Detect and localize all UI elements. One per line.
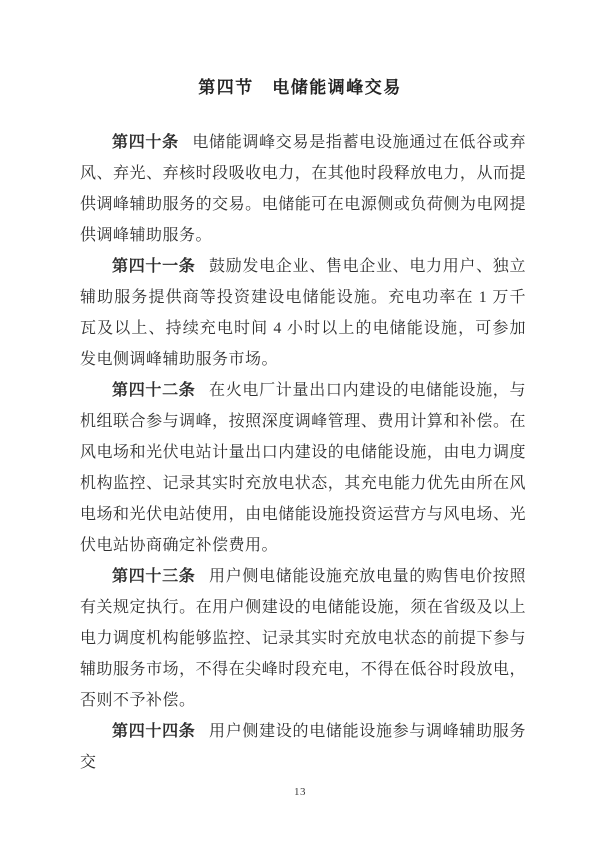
document-body — [80, 127, 526, 778]
article-41-text: 鼓励发电企业、售电企业、电力用户、独立辅助服务提供商等投资建设电储能设施。充电功率在 1 万千瓦及以上、持续充电时间 4 小时以上的电储能设施，可参加发电侧调峰辅助服务市场。 — [80, 258, 526, 368]
article-42-text: 在火电厂计量出口内建设的电储能设施，与机组联合参与调峰，按照深度调峰管理、费用计算和补偿。在风电场和光伏电站计量出口内建设的电储能设施，由电力调度机构监控、记录其实时充放电状态，其充电能力优先由所在风电场和光伏电站使用，由电储能设施投资运营方与风电场、光伏电站协商确定补偿费用。 — [80, 382, 526, 554]
article-41-number: 第四十一条 — [112, 258, 196, 275]
paragraph-article-44 — [80, 716, 526, 778]
paragraph-article-41 — [80, 251, 526, 375]
page-number: 13 — [294, 786, 306, 798]
section-title: 第四节 电储能调峰交易 — [198, 78, 402, 97]
paragraph-article-40 — [80, 127, 526, 251]
article-43-text: 用户侧电储能设施充放电量的购售电价按照有关规定执行。在用户侧建设的电储能设施，须在省级及以上电力调度机构能够监控、记录其实时充放电状态的前提下参与辅助服务市场，不得在尖峰时段充电，不得在低谷时段放电，否则不予补偿。 — [80, 568, 526, 709]
paragraph-article-43 — [80, 561, 526, 716]
article-40-number: 第四十条 — [112, 134, 179, 151]
article-44-number: 第四十四条 — [112, 723, 196, 740]
article-43-number: 第四十三条 — [112, 568, 196, 585]
article-44-text: 用户侧建设的电储能设施参与调峰辅助服务交 — [80, 723, 526, 771]
article-40-text: 电储能调峰交易是指蓄电设施通过在低谷或弃风、弃光、弃核时段吸收电力，在其他时段释放电力，从而提供调峰辅助服务的交易。电储能可在电源侧或负荷侧为电网提供调峰辅助服务。 — [80, 134, 526, 244]
paragraph-article-42 — [80, 375, 526, 561]
article-42-number: 第四十二条 — [112, 382, 196, 399]
